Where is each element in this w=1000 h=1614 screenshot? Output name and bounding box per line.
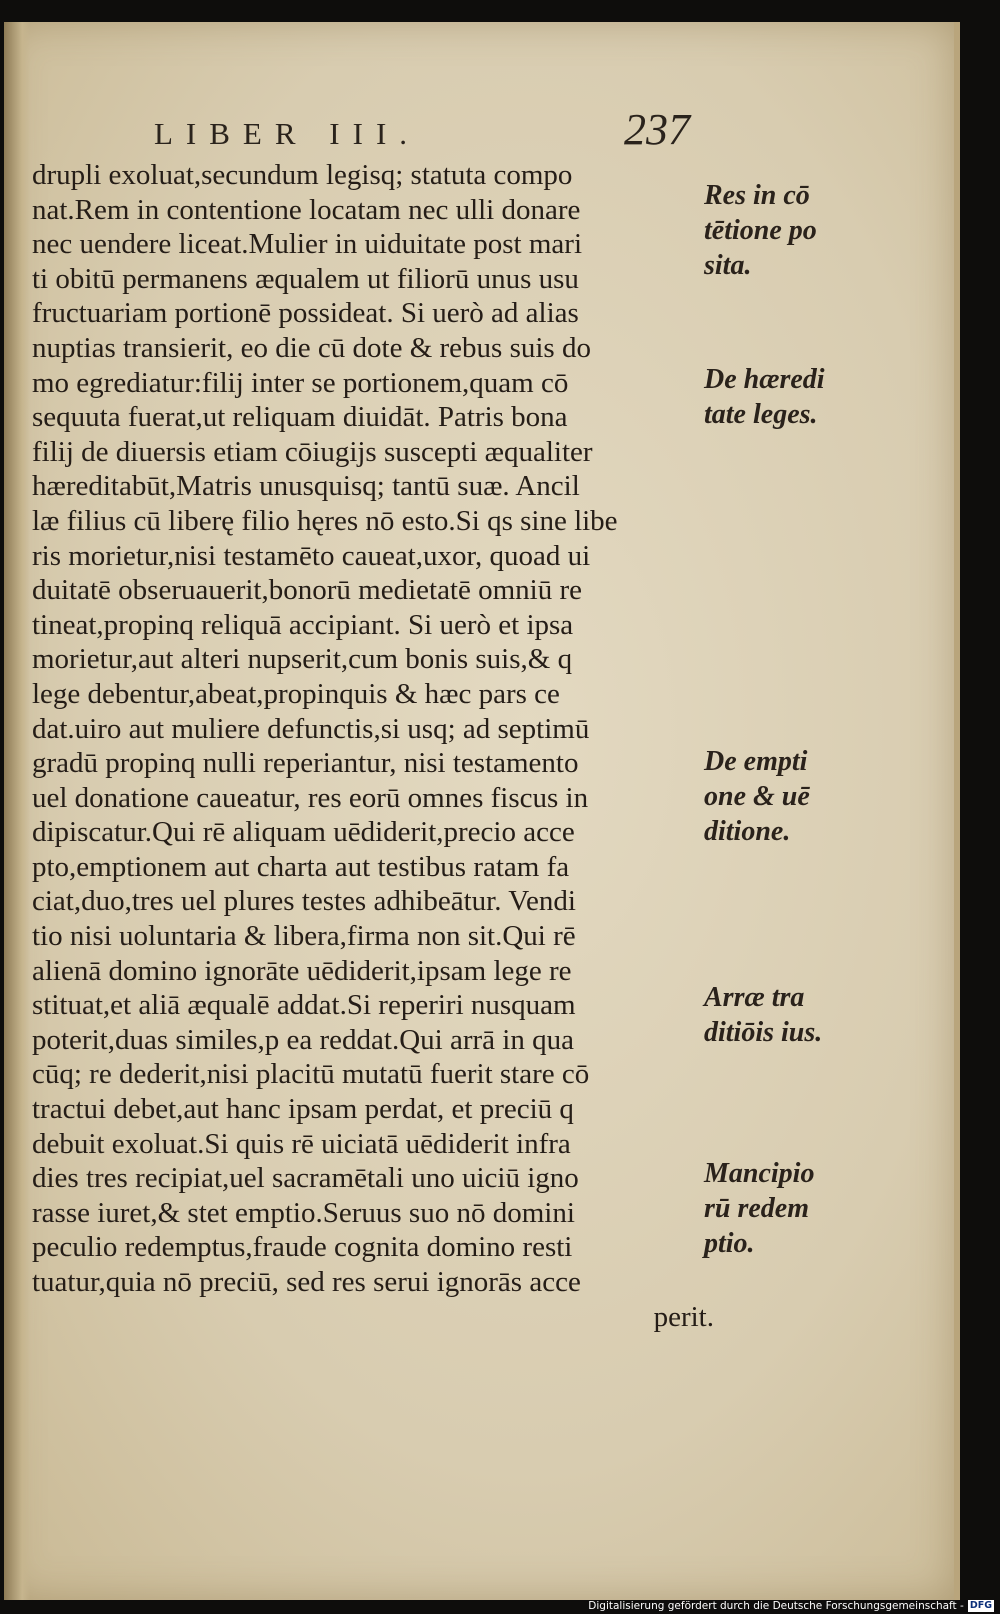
text-line: rasse iuret,& stet emptio.Seruus suo nō domini — [32, 1196, 575, 1229]
dfg-logo: DFG — [969, 1600, 992, 1611]
note-line: tate leges. — [704, 399, 818, 430]
marginal-note — [704, 980, 822, 1050]
marginal-note — [704, 362, 825, 432]
text-line: peculio redemptus,fraude cognita domino resti — [32, 1231, 573, 1264]
note-line: one & uē — [704, 781, 810, 812]
note-line: ditione. — [704, 816, 791, 847]
text-line: morietur,aut alteri nupserit,cum bonis suis,& q — [32, 643, 573, 676]
note-line: rū redem — [704, 1193, 809, 1224]
text-line: duitatē obseruauerit,bonorū medietatē omniū re — [32, 574, 583, 607]
text-line: mo egrediatur:filij inter se portionem,quam cō — [32, 366, 569, 399]
text-line: nuptias transierit, eo die cū dote & rebus suis do — [32, 331, 591, 364]
note-line: De empti — [704, 746, 808, 777]
book-page — [4, 22, 960, 1600]
text-line: gradū propinq nulli reperiantur, nisi testamento — [32, 747, 579, 780]
marginal-note — [704, 744, 810, 849]
note-line: De hæredi — [704, 364, 825, 395]
body-text — [32, 158, 722, 1334]
text-line: poterit,duas similes,p ea reddat.Qui arrā in qua — [32, 1023, 574, 1056]
text-line: hæreditabūt,Matris unusquisq; tantū suæ. Ancil — [32, 470, 580, 503]
note-line: ptio. — [704, 1228, 755, 1259]
page-gutter — [4, 22, 30, 1600]
text-line: cūq; re dederit,nisi placitū mutatū fuerit stare cō — [32, 1058, 590, 1091]
text-line: ti obitū permanens æqualem ut filiorū unus usu — [32, 262, 579, 295]
text-line: nat.Rem in contentione locatam nec ulli donare — [32, 193, 581, 226]
note-line: Arræ tra — [704, 982, 805, 1013]
text-line: pto,emptionem aut charta aut testibus ratam fa — [32, 850, 570, 883]
note-line: tētione po — [704, 215, 817, 246]
catchword: perit. — [653, 1300, 714, 1333]
note-line: sita. — [704, 250, 752, 281]
text-line: tineat,propinq reliquā accipiant. Si uerò et ipsa — [32, 608, 574, 641]
note-line: Res in cō — [704, 180, 810, 211]
marginal-note — [704, 178, 817, 283]
running-title: LIBER III. — [154, 116, 421, 151]
marginal-note — [704, 1156, 814, 1261]
text-line: drupli exoluat,secundum legisq; statuta compo — [32, 159, 573, 191]
text-line: tio nisi uoluntaria & libera,firma non sit.Qui rē — [32, 920, 576, 953]
text-line: dipiscatur.Qui rē aliquam uēdiderit,precio acce — [32, 816, 575, 849]
text-line: stituat,et aliā æqualē addat.Si reperiri nusquam — [32, 989, 576, 1022]
credit-text: Digitalisierung gefördert durch die Deutsche Forschungsgemeinschaft - — [588, 1600, 964, 1612]
text-line: lege debentur,abeat,propinquis & hæc pars ce — [32, 677, 560, 710]
folio-number: 237 — [624, 105, 690, 154]
text-line: debuit exoluat.Si quis rē uiciatā uēdiderit infra — [32, 1127, 571, 1160]
note-line: ditiōis ius. — [704, 1017, 823, 1048]
note-line: Mancipio — [704, 1158, 815, 1189]
text-line: nec uendere liceat.Mulier in uiduitate post mari — [32, 228, 582, 261]
text-line: dat.uiro aut muliere defunctis,si usq; ad septimū — [32, 712, 590, 745]
text-line: læ filius cū liberę filio hęres nō esto.Si qs sine libe — [32, 504, 618, 537]
text-line: filij de diuersis etiam cōiugijs suscepti æqualiter — [32, 435, 593, 468]
text-line: dies tres recipiat,uel sacramētali uno uiciū igno — [32, 1162, 579, 1195]
digitization-credit — [588, 1600, 994, 1612]
text-line: tuatur,quia nō preciū, sed res serui ignorās acce — [32, 1266, 581, 1298]
text-line: fructuariam portionē possideat. Si uerò ad alias — [32, 297, 579, 330]
text-line: sequuta fuerat,ut reliquam diuidāt. Patris bona — [32, 401, 568, 434]
text-line: ciat,duo,tres uel plures testes adhibeātur. Vendi — [32, 885, 576, 918]
text-line: ris morietur,nisi testamēto caueat,uxor, quoad ui — [32, 539, 591, 572]
text-line: alienā domino ignorāte uēdiderit,ipsam lege re — [32, 954, 572, 987]
text-line: tractui debet,aut hanc ipsam perdat, et preciū q — [32, 1093, 574, 1126]
text-line: uel donatione caueatur, res eorū omnes fiscus in — [32, 781, 589, 814]
